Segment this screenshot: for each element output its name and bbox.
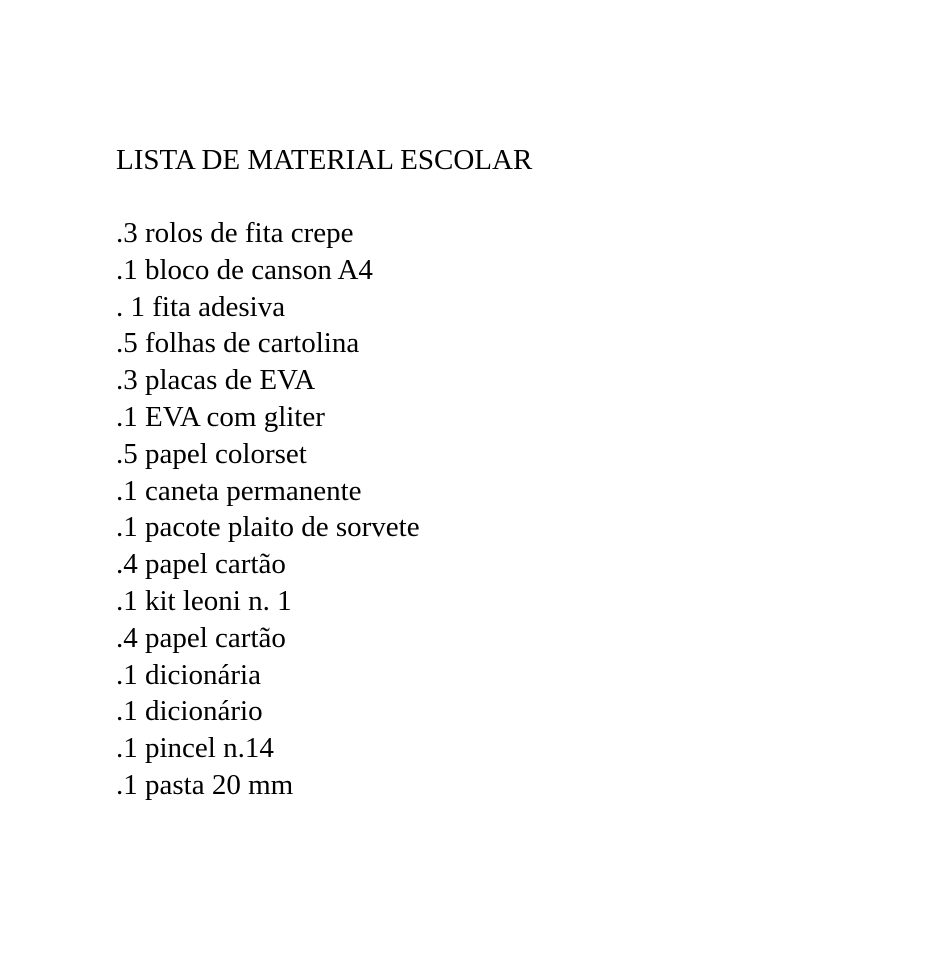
list-item: .5 papel colorset [116, 437, 307, 470]
list-item: .1 EVA com gliter [116, 400, 325, 433]
blank-line [116, 180, 896, 215]
list-item: .4 papel cartão [116, 621, 286, 654]
list-item: .3 placas de EVA [116, 364, 316, 397]
list-item: .3 rolos de fita crepe [116, 217, 354, 249]
list-item: .1 kit leoni n. 1 [116, 584, 292, 617]
list-item: .1 bloco de canson A4 [116, 253, 373, 286]
list-item: . 1 fita adesiva [116, 290, 286, 323]
list-item: .1 dicionário [116, 695, 263, 728]
list-item: .1 dicionária [116, 658, 261, 691]
list-item: .1 pasta 20 mm [116, 768, 294, 801]
document-title: LISTA DE MATERIAL ESCOLAR [116, 144, 533, 176]
list-item: .4 papel cartão [116, 548, 286, 581]
list-item: .1 pincel n.14 [116, 732, 274, 765]
list-item: .1 caneta permanente [116, 474, 362, 507]
material-list [116, 215, 896, 804]
list-item: .5 folhas de cartolina [116, 327, 360, 360]
document-page [116, 140, 896, 804]
list-item: .1 pacote plaito de sorvete [116, 511, 420, 544]
